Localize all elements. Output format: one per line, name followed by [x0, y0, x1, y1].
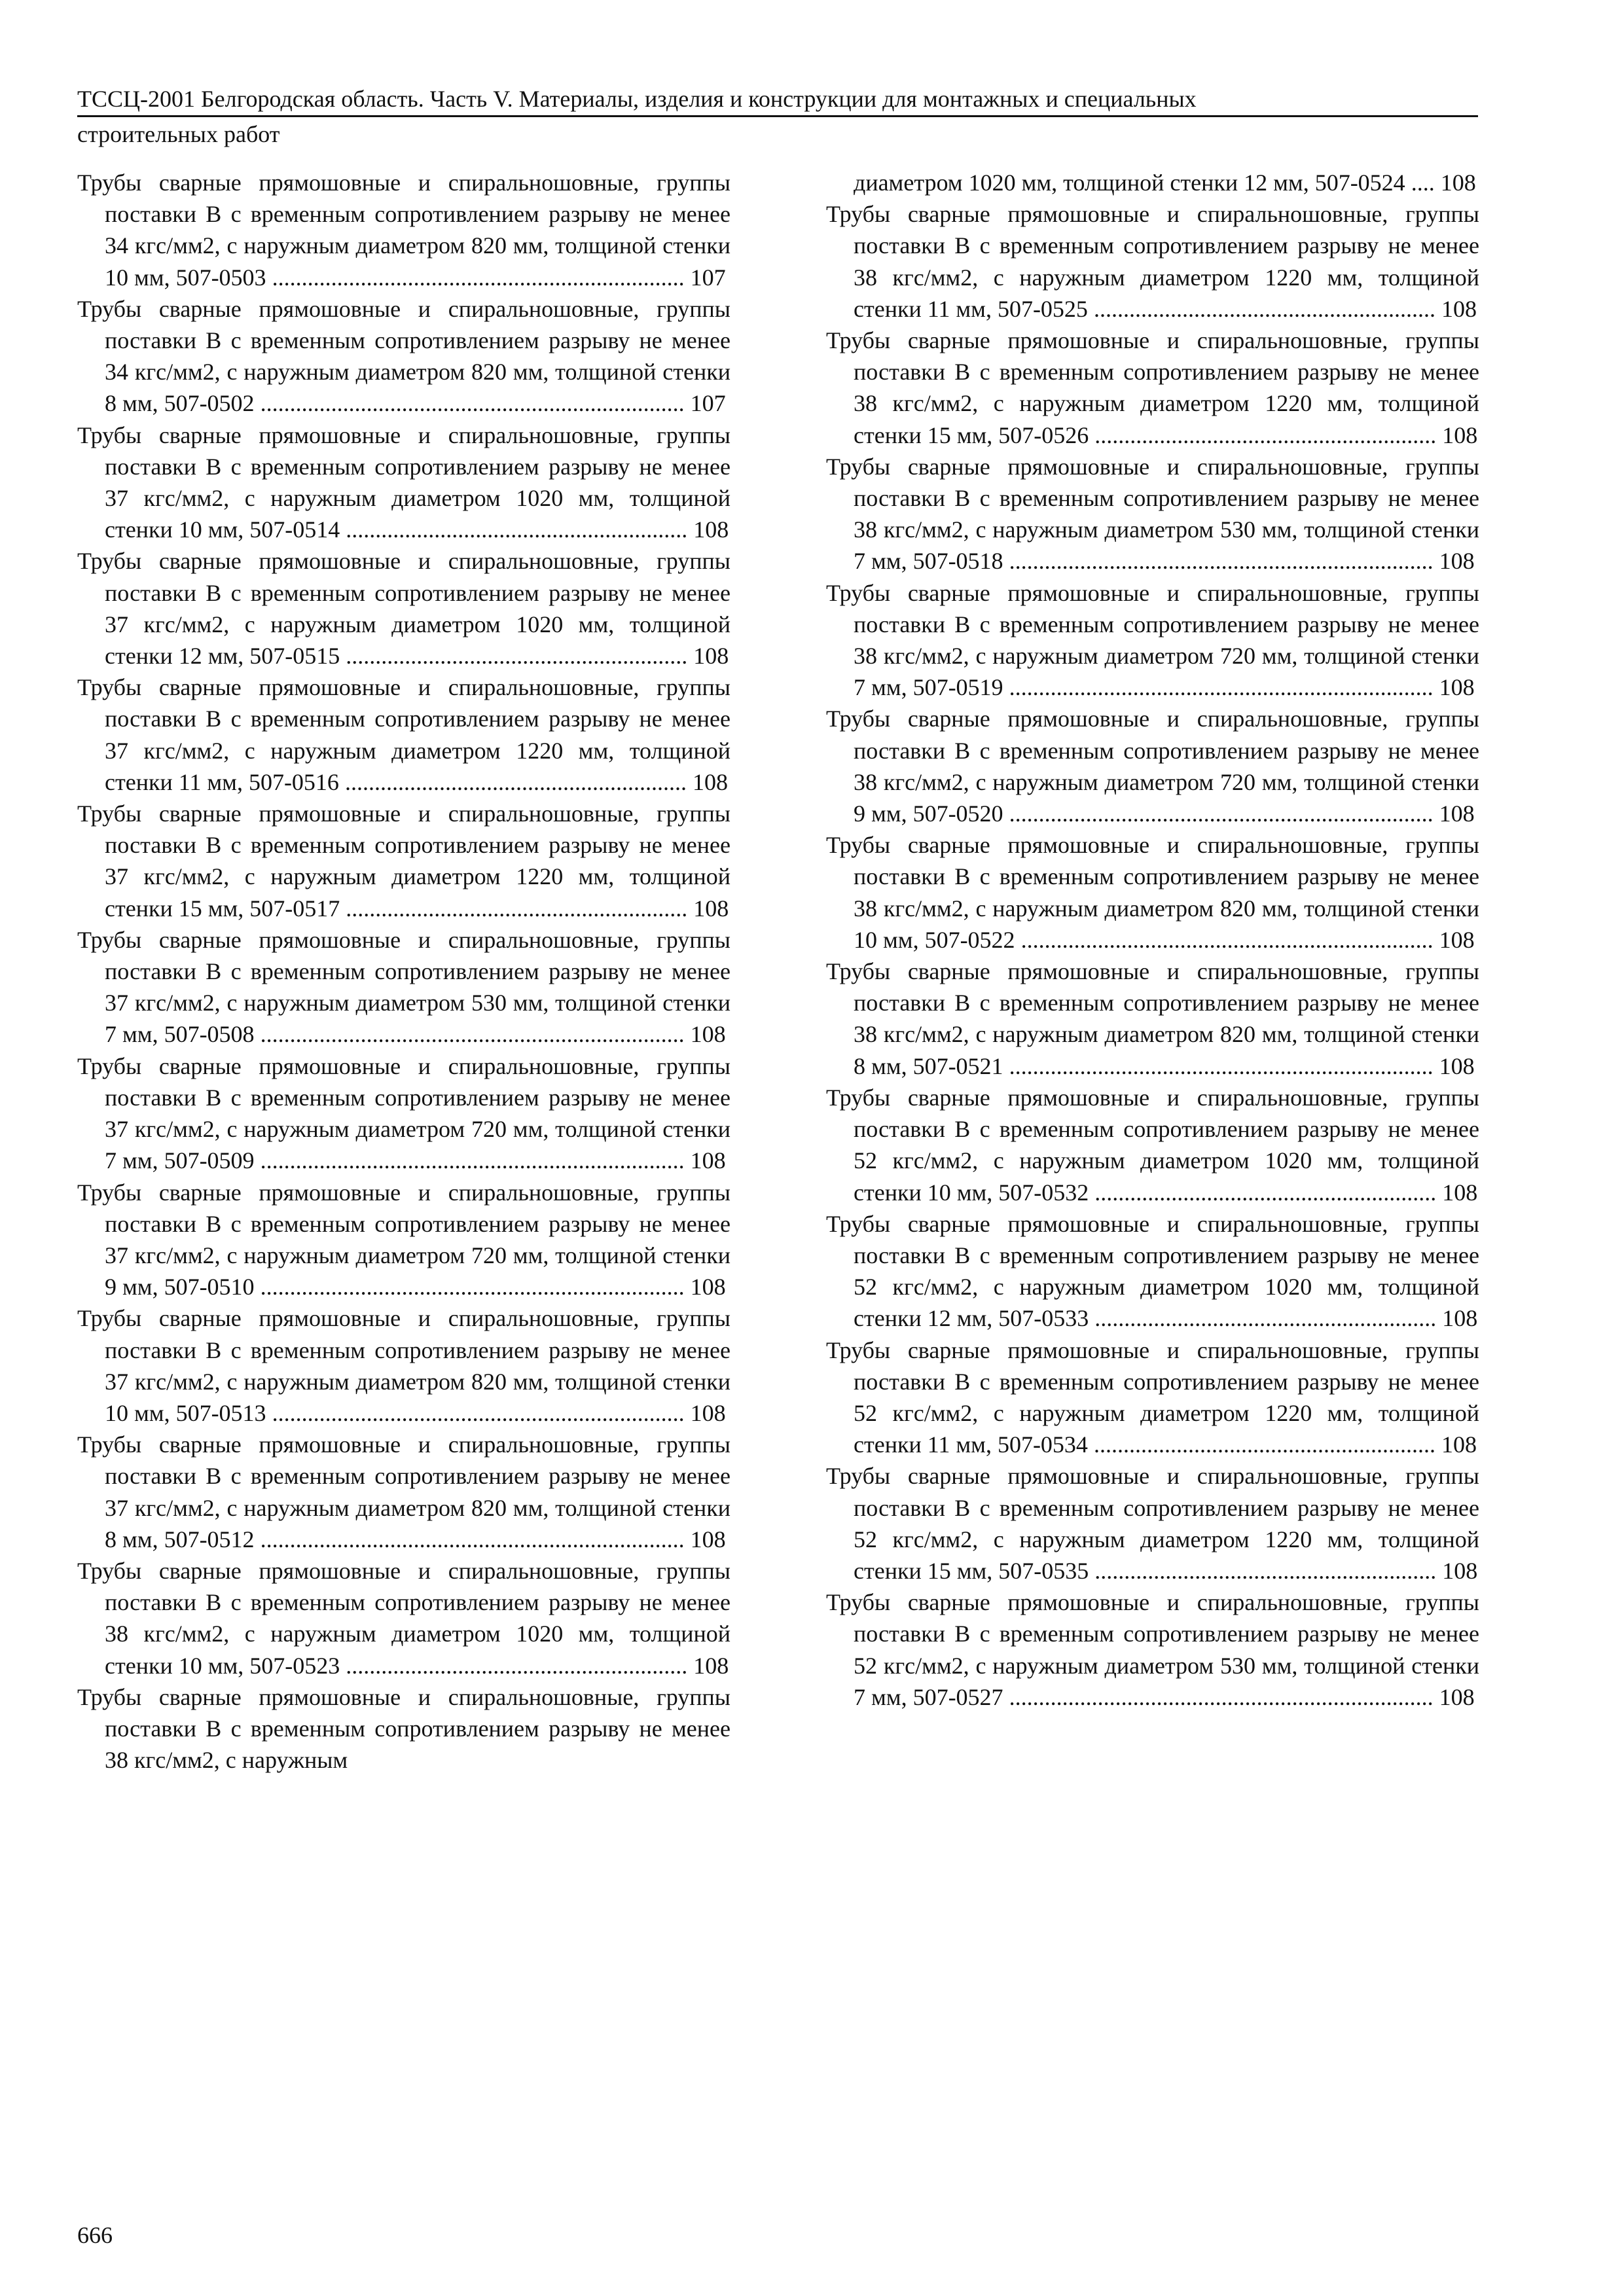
dot-leader: ........................................................................ [254, 1021, 691, 1048]
index-entry-text: Трубы сварные прямошовные и спиральношовные, группы поставки В с временным сопротивлением разрыву не менее 34 кгс/мм2, с наружным диаметром 820 мм, толщиной стенки 8 мм, 507-0502 [77, 295, 731, 417]
index-entry-page: 108 [1439, 926, 1475, 953]
index-entry-page: 108 [693, 643, 729, 670]
index-entry [826, 1587, 1479, 1713]
index-entry [77, 672, 731, 798]
index-column-right [826, 167, 1479, 1713]
dot-leader: .......................................................... [340, 516, 694, 543]
index-entry-page: 108 [1439, 1683, 1475, 1710]
dot-leader: ........................................................................ [254, 1274, 691, 1300]
index-entry [826, 1208, 1479, 1335]
index-entry [826, 1460, 1479, 1587]
index-entry-text: диаметром 1020 мм, толщиной стенки 12 мм, 507-0524 [854, 170, 1405, 196]
index-entry-text: Трубы сварные прямошовные и спиральношовные, группы поставки В с временным сопротивлением разрыву не менее 38 кгс/мм2, с наружным диаметром 720 мм, толщиной стенки 9 мм, 507-0520 [826, 706, 1479, 827]
index-column-left [77, 167, 731, 1776]
index-entry-page: 108 [1441, 1431, 1477, 1458]
index-entry-page: 108 [693, 1652, 729, 1679]
index-entry-text: Трубы сварные прямошовные и спиральношовные, группы поставки В с временным сопротивлением разрыву не менее 37 кгс/мм2, с наружным диаметром 1220 мм, толщиной стенки 15 мм, 507-0517 [77, 800, 731, 922]
index-entry-text: Трубы сварные прямошовные и спиральношовные, группы поставки В с временным сопротивлением разрыву не менее 34 кгс/мм2, с наружным диаметром 820 мм, толщиной стенки 10 мм, 507-0503 [77, 170, 731, 291]
dot-leader: ........................................................................ [1003, 1052, 1439, 1079]
index-entry [826, 325, 1479, 451]
index-entry [77, 1555, 731, 1681]
index-entry-text: Трубы сварные прямошовные и спиральношовные, группы поставки В с временным сопротивлением разрыву не менее 38 кгс/мм2, с наружным диаметром 1220 мм, толщиной стенки 15 мм, 507-0526 [826, 327, 1479, 448]
index-entry-page: 108 [690, 1147, 726, 1174]
index-entry [826, 451, 1479, 577]
index-entry-text: Трубы сварные прямошовные и спиральношовные, группы поставки В с временным сопротивлением разрыву не менее 37 кгс/мм2, с наружным диаметром 1020 мм, толщиной стенки 10 мм, 507-0514 [77, 422, 731, 543]
index-entry [826, 956, 1479, 1082]
dot-leader: .......................................................... [340, 1652, 694, 1679]
index-entry-text: Трубы сварные прямошовные и спиральношовные, группы поставки В с временным сопротивлением разрыву не менее 38 кгс/мм2, с наружным диаметром 720 мм, толщиной стенки 7 мм, 507-0519 [826, 579, 1479, 701]
index-entry [826, 703, 1479, 829]
index-entry [77, 167, 731, 293]
index-entry [826, 1082, 1479, 1208]
index-entry-text: Трубы сварные прямошовные и спиральношовные, группы поставки В с временным сопротивлением разрыву не менее 52 кгс/мм2, с наружным диаметром 1020 мм, толщиной стенки 12 мм, 507-0533 [826, 1210, 1479, 1332]
index-entry-page: 108 [1442, 1305, 1478, 1332]
index-entry-page: 108 [1441, 295, 1477, 322]
index-entry [826, 167, 1479, 198]
index-entry [77, 1050, 731, 1177]
index-entry-page: 108 [1439, 548, 1475, 575]
index-entry-text: Трубы сварные прямошовные и спиральношовные, группы поставки В с временным сопротивлением разрыву не менее 37 кгс/мм2, с наружным диаметром 1220 мм, толщиной стенки 11 мм, 507-0516 [77, 674, 731, 795]
index-entry [77, 545, 731, 672]
dot-leader: .......................................................... [338, 768, 693, 795]
index-entry [77, 798, 731, 924]
index-entry [77, 420, 731, 546]
index-entry-page: 108 [1442, 1179, 1478, 1206]
index-entry-text: Трубы сварные прямошовные и спиральношовные, группы поставки В с временным сопротивлением разрыву не менее 38 кгс/мм2, с наружным диаметром 530 мм, толщиной стенки 7 мм, 507-0518 [826, 453, 1479, 575]
index-entry [826, 1335, 1479, 1461]
index-entry-text: Трубы сварные прямошовные и спиральношовные, группы поставки В с временным сопротивлением разрыву не менее 38 кгс/мм2, с наружным [77, 1683, 731, 1774]
index-entry-page: 108 [1442, 1557, 1478, 1584]
dot-leader: .......................................................... [1089, 1179, 1443, 1206]
header-title-line1: ТССЦ-2001 Белгородская область. Часть V. Материалы, изделия и конструкции для монтажных и специальных [77, 86, 1197, 112]
index-entry-page: 108 [693, 895, 729, 922]
index-entry-text: Трубы сварные прямошовные и спиральношовные, группы поставки В с временным сопротивлением разрыву не менее 38 кгс/мм2, с наружным диаметром 820 мм, толщиной стенки 10 мм, 507-0522 [826, 832, 1479, 953]
dot-leader: .......................................................... [1087, 295, 1441, 322]
dot-leader: .......................................................... [340, 895, 694, 922]
header-title-line2: строительных работ [77, 121, 280, 147]
index-entry-text: Трубы сварные прямошовные и спиральношовные, группы поставки В с временным сопротивлением разрыву не менее 52 кгс/мм2, с наружным диаметром 1020 мм, толщиной стенки 10 мм, 507-0532 [826, 1084, 1479, 1206]
dot-leader: ........................................................................ [1003, 800, 1439, 827]
dot-leader: ........................................................................ [1003, 674, 1439, 701]
index-entry-page: 108 [690, 1274, 726, 1300]
index-entry-text: Трубы сварные прямошовные и спиральношовные, группы поставки В с временным сопротивлением разрыву не менее 37 кгс/мм2, с наружным диаметром 820 мм, толщиной стенки 8 мм, 507-0512 [77, 1431, 731, 1552]
dot-leader: .......................................................... [1089, 1305, 1443, 1332]
index-entry-page: 108 [690, 1399, 726, 1426]
dot-leader: .... [1405, 170, 1441, 196]
index-entry-page: 108 [690, 1021, 726, 1048]
index-entry-text: Трубы сварные прямошовные и спиральношовные, группы поставки В с временным сопротивлением разрыву не менее 37 кгс/мм2, с наружным диаметром 820 мм, толщиной стенки 10 мм, 507-0513 [77, 1305, 731, 1426]
index-entry-page: 108 [1439, 1052, 1475, 1079]
index-entry [77, 1302, 731, 1429]
index-entry-page: 108 [1439, 800, 1475, 827]
index-entry-page: 108 [690, 1526, 726, 1552]
index-entry [826, 829, 1479, 956]
index-entry-page: 108 [1442, 422, 1478, 448]
dot-leader: .......................................................... [1089, 422, 1443, 448]
index-entry-text: Трубы сварные прямошовные и спиральношовные, группы поставки В с временным сопротивлением разрыву не менее 38 кгс/мм2, с наружным диаметром 1220 мм, толщиной стенки 11 мм, 507-0525 [826, 201, 1479, 322]
dot-leader: ...................................................................... [1015, 926, 1439, 953]
index-entry-page: 107 [690, 390, 726, 417]
page-number: 666 [77, 2222, 113, 2248]
index-entry-text: Трубы сварные прямошовные и спиральношовные, группы поставки В с временным сопротивлением разрыву не менее 37 кгс/мм2, с наружным диаметром 1020 мм, толщиной стенки 12 мм, 507-0515 [77, 548, 731, 670]
index-entry [77, 1429, 731, 1555]
index-entry [77, 1681, 731, 1776]
index-entry-page: 108 [692, 768, 728, 795]
dot-leader: .......................................................... [1087, 1431, 1441, 1458]
index-entry-page: 108 [1440, 170, 1476, 196]
index-entry-text: Трубы сварные прямошовные и спиральношовные, группы поставки В с временным сопротивлением разрыву не менее 37 кгс/мм2, с наружным диаметром 720 мм, толщиной стенки 9 мм, 507-0510 [77, 1179, 731, 1300]
index-entry-text: Трубы сварные прямошовные и спиральношовные, группы поставки В с временным сопротивлением разрыву не менее 52 кгс/мм2, с наружным диаметром 1220 мм, толщиной стенки 15 мм, 507-0535 [826, 1463, 1479, 1584]
running-header [77, 84, 1478, 117]
index-entry-text: Трубы сварные прямошовные и спиральношовные, группы поставки В с временным сопротивлением разрыву не менее 52 кгс/мм2, с наружным диаметром 1220 мм, толщиной стенки 11 мм, 507-0534 [826, 1336, 1479, 1458]
dot-leader: .......................................................... [1089, 1557, 1443, 1584]
dot-leader: ........................................................................ [254, 1526, 691, 1552]
index-entry [826, 577, 1479, 704]
index-entry-page: 108 [693, 516, 729, 543]
dot-leader: ...................................................................... [266, 264, 691, 291]
index-entry-text: Трубы сварные прямошовные и спиральношовные, группы поставки В с временным сопротивлением разрыву не менее 37 кгс/мм2, с наружным диаметром 720 мм, толщиной стенки 7 мм, 507-0509 [77, 1052, 731, 1174]
index-entry [77, 924, 731, 1050]
index-entry [77, 1177, 731, 1303]
index-entry [826, 198, 1479, 325]
index-entry-text: Трубы сварные прямошовные и спиральношовные, группы поставки В с временным сопротивлением разрыву не менее 38 кгс/мм2, с наружным диаметром 1020 мм, толщиной стенки 10 мм, 507-0523 [77, 1557, 731, 1679]
dot-leader: ...................................................................... [266, 1399, 691, 1426]
dot-leader: ........................................................................ [254, 390, 691, 417]
dot-leader: ........................................................................ [1003, 1683, 1439, 1710]
index-entry-page: 107 [690, 264, 726, 291]
index-entry-page: 108 [1439, 674, 1475, 701]
index-entry [77, 293, 731, 420]
dot-leader: ........................................................................ [1003, 548, 1439, 575]
dot-leader: ........................................................................ [254, 1147, 691, 1174]
index-entry-text: Трубы сварные прямошовные и спиральношовные, группы поставки В с временным сопротивлением разрыву не менее 52 кгс/мм2, с наружным диаметром 530 мм, толщиной стенки 7 мм, 507-0527 [826, 1589, 1479, 1710]
index-entry-text: Трубы сварные прямошовные и спиральношовные, группы поставки В с временным сопротивлением разрыву не менее 37 кгс/мм2, с наружным диаметром 530 мм, толщиной стенки 7 мм, 507-0508 [77, 926, 731, 1048]
dot-leader: .......................................................... [340, 643, 694, 670]
index-entry-text: Трубы сварные прямошовные и спиральношовные, группы поставки В с временным сопротивлением разрыву не менее 38 кгс/мм2, с наружным диаметром 820 мм, толщиной стенки 8 мм, 507-0521 [826, 958, 1479, 1079]
